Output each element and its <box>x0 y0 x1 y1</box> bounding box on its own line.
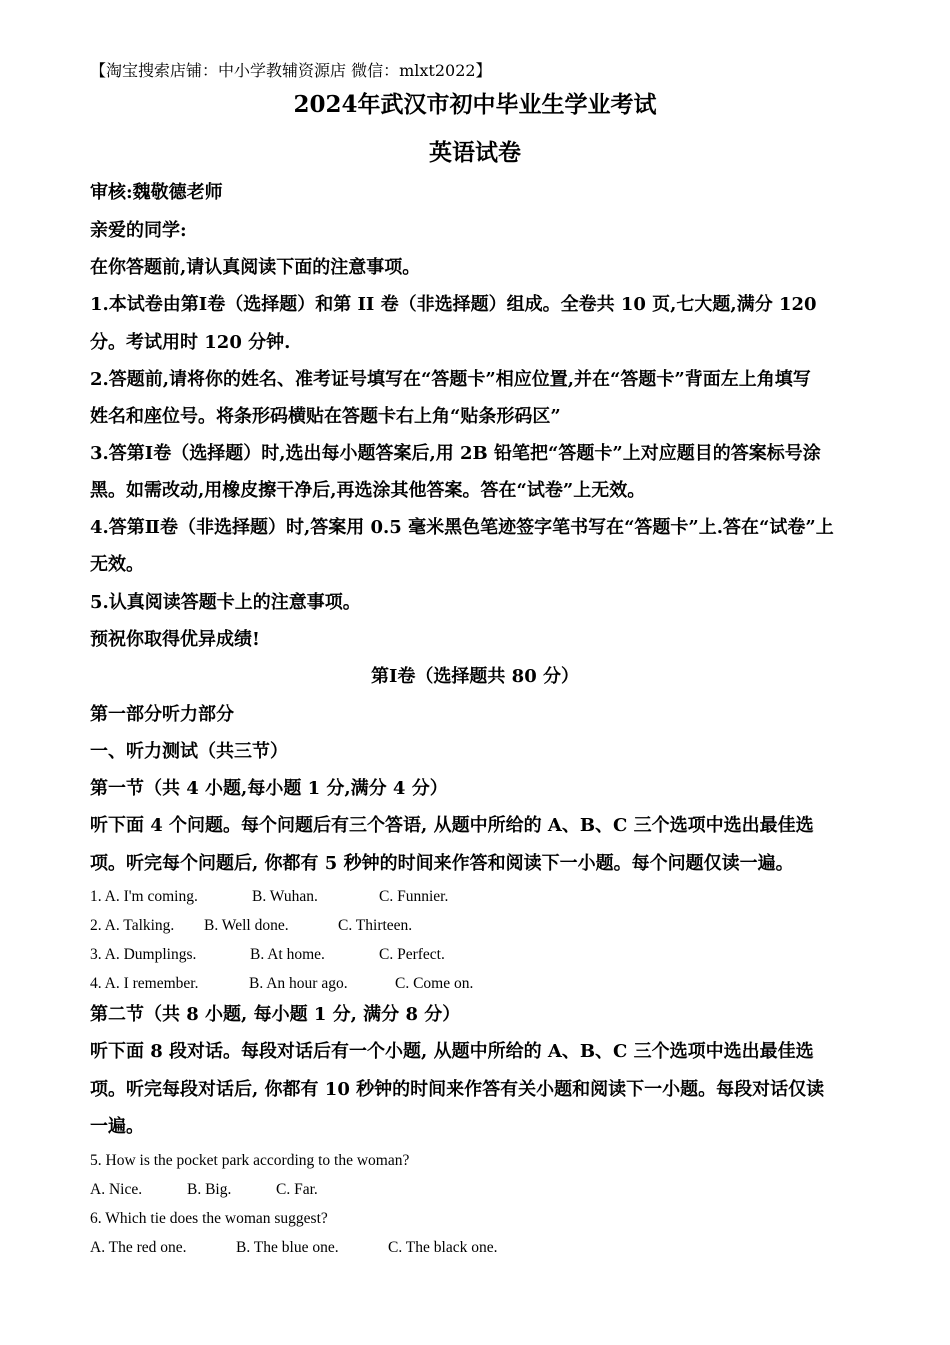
option-a: A. The red one. <box>90 1239 187 1256</box>
wish-text: 预祝你取得优异成绩! <box>90 629 260 650</box>
section2-instructions-end: 一遍。 <box>90 1116 144 1137</box>
option-c: C. Thirteen. <box>338 917 413 934</box>
option-a: 2. A. Talking. <box>90 917 175 934</box>
option-b: B. An hour ago. <box>249 975 348 992</box>
section2-heading: 第二节（共 8 小题, 每小题 1 分, 满分 8 分） <box>90 1004 461 1025</box>
note-2-cont: 姓名和座位号。将条形码横贴在答题卡右上角“贴条形码区” <box>90 406 561 427</box>
option-b: B. Big. <box>187 1181 232 1198</box>
option-c: C. Funnier. <box>379 888 449 905</box>
option-a: 1. A. I'm coming. <box>90 888 198 905</box>
listening-heading: 一、听力测试（共三节） <box>90 741 288 762</box>
note-4-cont: 无效。 <box>90 554 144 575</box>
option-b: B. Wuhan. <box>252 888 318 905</box>
option-a: 4. A. I remember. <box>90 975 199 992</box>
note-2: 2.答题前,请将你的姓名、准考证号填写在“答题卡”相应位置,并在“答题卡”背面左上角填写 <box>90 369 811 390</box>
option-a: 3. A. Dumplings. <box>90 946 197 963</box>
page-title: 2024年武汉市初中毕业生学业考试 <box>293 91 657 118</box>
volume1-title: 第Ⅰ卷（选择题共 80 分） <box>370 666 579 687</box>
section1-heading: 第一节（共 4 小题,每小题 1 分,满分 4 分） <box>90 778 448 799</box>
section2-instructions-cont: 项。听完每段对话后, 你都有 10 秒钟的时间来作答有关小题和阅读下一小题。每段对话仅读 <box>90 1079 825 1100</box>
note-4: 4.答第Ⅱ卷（非选择题）时,答案用 0.5 毫米黑色笔迹签字笔书写在“答题卡”上.答在“试卷”上 <box>90 517 834 538</box>
note-1: 1.本试卷由第Ⅰ卷（选择题）和第 II 卷（非选择题）组成。全卷共 10 页,七大题,满分 120 <box>90 294 817 315</box>
note-3: 3.答第Ⅰ卷（选择题）时,选出每小题答案后,用 2B 铅笔把“答题卡”上对应题目的答案标号涂 <box>90 443 821 464</box>
option-b: B. The blue one. <box>236 1239 339 1256</box>
section1-instructions-cont: 项。听完每个问题后, 你都有 5 秒钟的时间来作答和阅读下一小题。每个问题仅读一遍。 <box>90 853 794 874</box>
note-3-cont: 黑。如需改动,用橡皮擦干净后,再选涂其他答案。答在“试卷”上无效。 <box>90 480 646 501</box>
note-5: 5.认真阅读答题卡上的注意事项。 <box>90 592 361 613</box>
question-5-text: 5. How is the pocket park according to the woman? <box>90 1152 410 1169</box>
option-a: A. Nice. <box>90 1181 143 1198</box>
greeting: 亲爱的同学: <box>90 220 187 241</box>
section2-instructions: 听下面 8 段对话。每段对话后有一个小题, 从题中所给的 A、B、C 三个选项中选出最佳选 <box>90 1041 814 1062</box>
option-b: B. At home. <box>250 946 325 963</box>
option-c: C. Far. <box>276 1181 318 1198</box>
question-6-text: 6. Which tie does the woman suggest? <box>90 1210 328 1227</box>
option-c: C. The black one. <box>388 1239 498 1256</box>
section1-instructions: 听下面 4 个问题。每个问题后有三个答语, 从题中所给的 A、B、C 三个选项中选出最佳选 <box>90 815 814 836</box>
header-note: 【淘宝搜索店铺：中小学教辅资源店 微信：mlxt2022】 <box>90 61 492 80</box>
option-c: C. Perfect. <box>379 946 445 963</box>
intro-text: 在你答题前,请认真阅读下面的注意事项。 <box>90 257 421 278</box>
note-1-cont: 分。考试用时 120 分钟. <box>90 332 291 353</box>
part1-heading: 第一部分听力部分 <box>90 704 234 725</box>
reviewer: 审核:魏敬德老师 <box>90 182 223 203</box>
page-subtitle: 英语试卷 <box>429 139 521 166</box>
option-c: C. Come on. <box>395 975 474 992</box>
option-b: B. Well done. <box>204 917 289 934</box>
